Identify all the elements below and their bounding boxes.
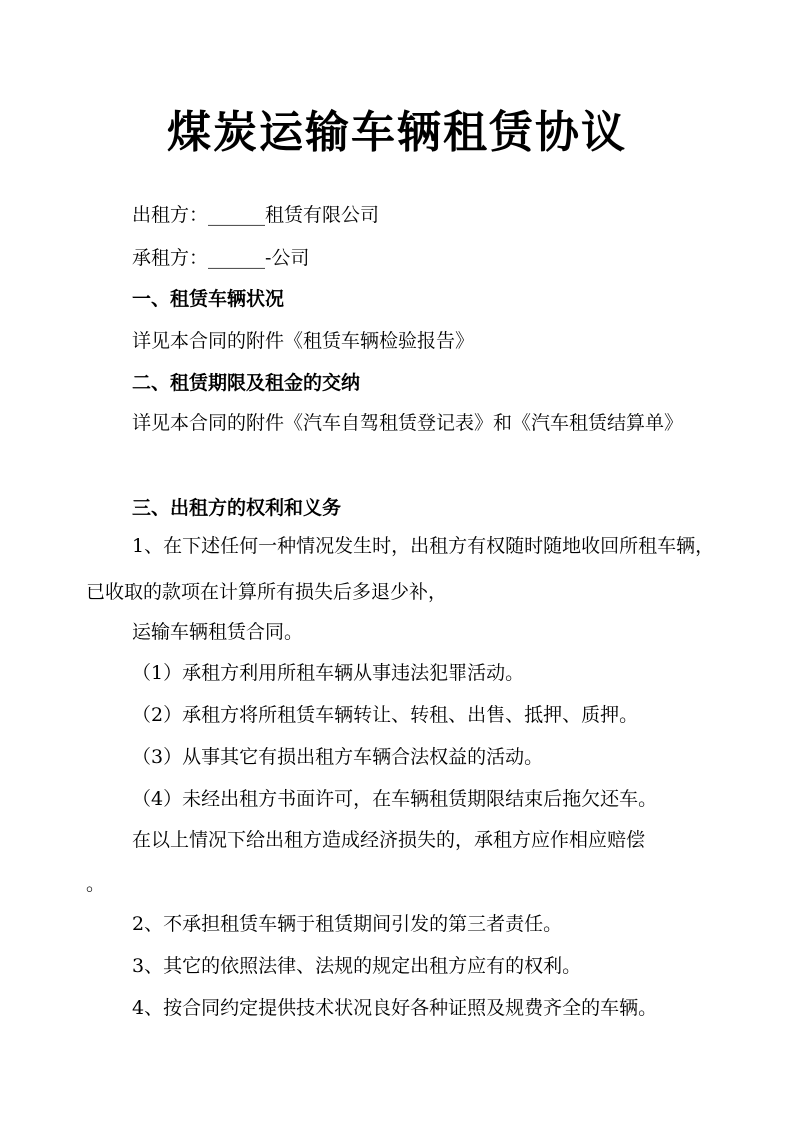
section-1-text: 详见本合同的附件《租赁车辆检验报告》: [132, 330, 475, 352]
sub-item-4: （4）未经出租方书面许可，在车辆租赁期限结束后拖欠还车。: [132, 788, 658, 810]
clause-1-text: 1、在下述任何一种情况发生时，出租方有权随时随地收回所租车辆，已收取的款项在计算所有损失后多退少补，: [86, 535, 715, 603]
clause-1-continued: 运输车辆租赁合同。: [132, 621, 304, 643]
lessor-line: 出租方：______租赁有限公司: [132, 204, 380, 226]
clause-2: 2、不承担租赁车辆于租赁期间引发的第三者责任。: [132, 913, 563, 935]
compensation-line-end: 。: [86, 873, 106, 895]
section-2-heading: 二、租赁期限及租金的交纳: [132, 372, 361, 394]
clause-4: 4、按合同约定提供技术状况良好各种证照及规费齐全的车辆。: [132, 997, 658, 1019]
sub-item-3: （3）从事其它有损出租方车辆合法权益的活动。: [132, 746, 544, 768]
sub-item-2: （2）承租方将所租赁车辆转让、转租、出售、抵押、质押。: [132, 704, 639, 726]
sub-item-1: （1）承租方利用所租车辆从事违法犯罪活动。: [132, 662, 525, 684]
compensation-line: 在以上情况下给出租方造成经济损失的，承租方应作相应赔偿: [132, 829, 646, 851]
section-2-text: 详见本合同的附件《汽车自驾租赁登记表》和《汽车租赁结算单》: [132, 412, 684, 434]
section-1-heading: 一、租赁车辆状况: [132, 288, 285, 310]
section-3-heading: 三、出租方的权利和义务: [132, 497, 342, 519]
lessee-line: 承租方：______-公司: [132, 247, 310, 269]
clause-3: 3、其它的依照法律、法规的规定出租方应有的权利。: [132, 955, 582, 977]
document-title: 煤炭运输车辆租赁协议: [167, 107, 627, 158]
